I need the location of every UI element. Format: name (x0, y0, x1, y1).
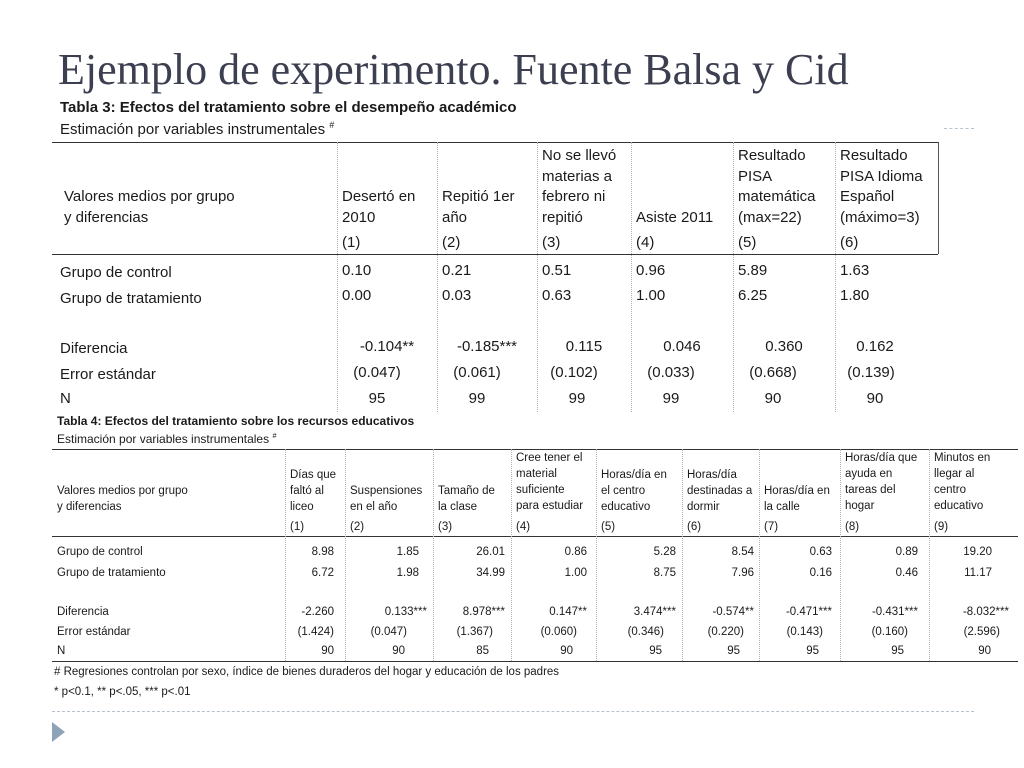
table-4-cell: 8.98 (311, 546, 334, 558)
table-3-cell: (0.061) (453, 364, 501, 381)
table-4-row-header: Valores medios por grupo y diferencias (57, 485, 188, 513)
table-4-cell: -0.471*** (785, 606, 832, 618)
table-4-cell: 0.16 (809, 567, 832, 579)
table-3-header-rule (52, 254, 938, 255)
table-3-cell: 0.03 (442, 287, 472, 304)
table-3-col-num: (1) (342, 234, 361, 251)
table-3-cell: 0.00 (342, 287, 372, 304)
table-4-cell: (0.060) (540, 626, 577, 638)
table-3-row-label: Grupo de tratamiento (60, 290, 202, 307)
table-4-cell: 1.85 (396, 546, 419, 558)
table-3-row-label: N (60, 390, 71, 407)
footnote-regresiones: # Regresiones controlan por sexo, índice de bienes duraderos del hogar y educación de los padres (54, 666, 560, 678)
table-3-cell: 95 (368, 390, 386, 407)
table-3-cell: 90 (866, 390, 884, 407)
table-4-cell: 19.20 (963, 546, 992, 558)
table-4-cell: 11.17 (964, 567, 992, 579)
table-3-col-header-4: Asiste 2011 (636, 209, 714, 226)
table-4-cell: 90 (321, 645, 334, 657)
table-3-cell: (0.033) (647, 364, 695, 381)
table-4-subtitle-text: Estimación por variables instrumentales (57, 432, 270, 446)
table-3-col-header-1: Desertó en 2010 (342, 188, 416, 226)
table-3-cell: 0.360 (765, 338, 803, 355)
slide-title: Ejemplo de experimento. Fuente Balsa y Cid (58, 45, 849, 94)
table-3-cell: (0.102) (550, 364, 598, 381)
table-4-cell: 1.98 (396, 567, 419, 579)
table-4-col-num: (3) (438, 521, 453, 533)
table-3-subtitle-mark: # (329, 120, 335, 130)
table-3-cell: -0.104** (359, 338, 415, 355)
table-3-title: Tabla 3: Efectos del tratamiento sobre el desempeño académico (60, 99, 517, 116)
table-4-cell: (0.160) (871, 626, 908, 638)
table-3-cell: 1.80 (840, 287, 870, 304)
table-3-right-border (938, 142, 939, 254)
table-4-cell: (0.047) (370, 626, 407, 638)
table-4-cell: 0.89 (895, 546, 918, 558)
table-4-cell: -0.574** (712, 606, 754, 618)
table-4-col-header-5: Horas/día en el centro educativo (601, 469, 667, 513)
table-4-col-header-3: Tamaño de la clase (438, 485, 495, 513)
table-4-cell: (0.346) (627, 626, 664, 638)
table-4-cell: 95 (891, 645, 904, 657)
table-4-cell: (1.424) (297, 626, 334, 638)
table-4-cell: 5.28 (653, 546, 676, 558)
footer-divider (52, 711, 974, 712)
table-4-cell: 95 (806, 645, 819, 657)
table-3-row-label: Diferencia (60, 340, 128, 357)
table-4-col-header-2: Suspensiones en el año (350, 485, 423, 513)
table-4-cell: 0.46 (895, 567, 918, 579)
table-4-cell: 85 (476, 645, 489, 657)
table-4-cell: 90 (560, 645, 573, 657)
table-3-cell: 0.96 (636, 262, 666, 279)
footnote-significance: * p<0.1, ** p<.05, *** p<.01 (54, 686, 191, 698)
table-4-cell: 6.72 (311, 567, 334, 579)
table-3-col-num: (5) (738, 234, 757, 251)
table-3-col-header-2: Repitió 1er año (442, 188, 515, 226)
table-3-row-label: Error estándar (60, 366, 156, 383)
table-4-cell: 90 (978, 645, 991, 657)
table-4-cell: (0.143) (786, 626, 823, 638)
table-4-col-header-8: Horas/día que ayuda en tareas del hogar (845, 452, 918, 512)
table-4-cell: 7.96 (731, 567, 754, 579)
table-4-title: Tabla 4: Efectos del tratamiento sobre los recursos educativos (57, 414, 415, 428)
table-4-cell: 1.00 (564, 567, 587, 579)
table-4-cell: 90 (392, 645, 405, 657)
table-3-col-header-5: Resultado PISA matemática (max=22) (738, 147, 816, 226)
table-4-row-label: Grupo de control (57, 546, 143, 558)
table-4-cell: -2.260 (301, 606, 334, 618)
table-3-cell: 99 (468, 390, 486, 407)
table-3-cell: 99 (568, 390, 586, 407)
table-3-col-num: (3) (542, 234, 561, 251)
table-3-col-num: (2) (442, 234, 461, 251)
table-3-cell: 0.21 (442, 262, 472, 279)
table-4-row-label: N (57, 645, 66, 657)
table-4-cell: (2.596) (963, 626, 1000, 638)
table-3-cell: 0.51 (542, 262, 572, 279)
table-3-cell: 0.10 (342, 262, 372, 279)
table-4-col-header-7: Horas/día en la calle (764, 485, 830, 513)
table-3-col-header-6: Resultado PISA Idioma Español (máximo=3) (840, 147, 923, 226)
table-4-row-label: Error estándar (57, 626, 131, 638)
table-4-cell: (1.367) (456, 626, 493, 638)
table-3-cell: (0.139) (847, 364, 895, 381)
table-3-cell: (0.668) (749, 364, 797, 381)
table-4-cell: (0.220) (707, 626, 744, 638)
table-3-col-header-3: No se llevó materias a febrero ni repitió (542, 147, 617, 226)
table-4-bottom-rule (52, 661, 1018, 662)
table-3-row-header: Valores medios por grupo y diferencias (64, 188, 235, 226)
table-4-cell: -0.431*** (871, 606, 918, 618)
table-4-cell: 34.99 (476, 567, 505, 579)
table-4-row-label: Grupo de tratamiento (57, 567, 166, 579)
table-4-cell: 8.75 (653, 567, 676, 579)
table-3-cell: 90 (764, 390, 782, 407)
table-4-col-header-9: Minutos en llegar al centro educativo (934, 452, 991, 512)
table-4-col-num: (4) (516, 521, 531, 533)
table-4-col-num: (9) (934, 521, 949, 533)
table-3-top-rule (52, 142, 938, 143)
table-4-cell: 0.86 (564, 546, 587, 558)
table-4-col-header-4: Cree tener el material suficiente para estudiar (516, 452, 584, 512)
table-4-col-num: (7) (764, 521, 779, 533)
table-3-cell: 99 (662, 390, 680, 407)
table-4-col-num: (8) (845, 521, 860, 533)
table-3-cell: 1.00 (636, 287, 666, 304)
table-4-col-num: (5) (601, 521, 616, 533)
table-3-cell: 0.115 (565, 338, 603, 355)
table-4-cell: 26.01 (476, 546, 505, 558)
table-3-row-label: Grupo de control (60, 264, 172, 281)
table-3-cell: 0.63 (542, 287, 572, 304)
table-4-cell: 3.474*** (633, 606, 676, 618)
table-4-col-num: (6) (687, 521, 702, 533)
table-4-subtitle-mark: # (272, 431, 277, 440)
table-4-col-header-1: Días que faltó al liceo (290, 469, 337, 513)
table-3-cell: 6.25 (738, 287, 768, 304)
table-4-col-header-6: Horas/día destinadas a dormir (687, 469, 753, 513)
table-3-subtitle-text: Estimación por variables instrumentales (60, 121, 326, 138)
table-4-col-num: (2) (350, 521, 365, 533)
table-4-cell: -8.032*** (962, 606, 1009, 618)
table-3-cell: 0.162 (856, 338, 894, 355)
table-4-col-num: (1) (290, 521, 305, 533)
table-4-cell: 0.147** (549, 606, 587, 618)
table-4-header-rule (52, 536, 1018, 537)
table-3-col-num: (4) (636, 234, 655, 251)
table-4-cell: 0.63 (809, 546, 832, 558)
table-3-cell: 1.63 (840, 262, 870, 279)
title-divider (944, 128, 974, 129)
table-4-cell: 8.978*** (462, 606, 505, 618)
table-3-col-num: (6) (840, 234, 859, 251)
bullet-arrow-icon (52, 722, 65, 742)
table-3-cell: 0.046 (663, 338, 701, 355)
table-3-cell: -0.185*** (456, 338, 518, 355)
table-4-subtitle (57, 432, 276, 446)
table-4-cell: 0.133*** (384, 606, 427, 618)
table-3-cell: (0.047) (353, 364, 401, 381)
table-3-subtitle (60, 121, 334, 138)
table-4-cell: 95 (649, 645, 662, 657)
table-4-cell: 8.54 (731, 546, 754, 558)
table-3-cell: 5.89 (738, 262, 768, 279)
table-4-cell: 95 (727, 645, 740, 657)
table-4-row-label: Diferencia (57, 606, 109, 618)
